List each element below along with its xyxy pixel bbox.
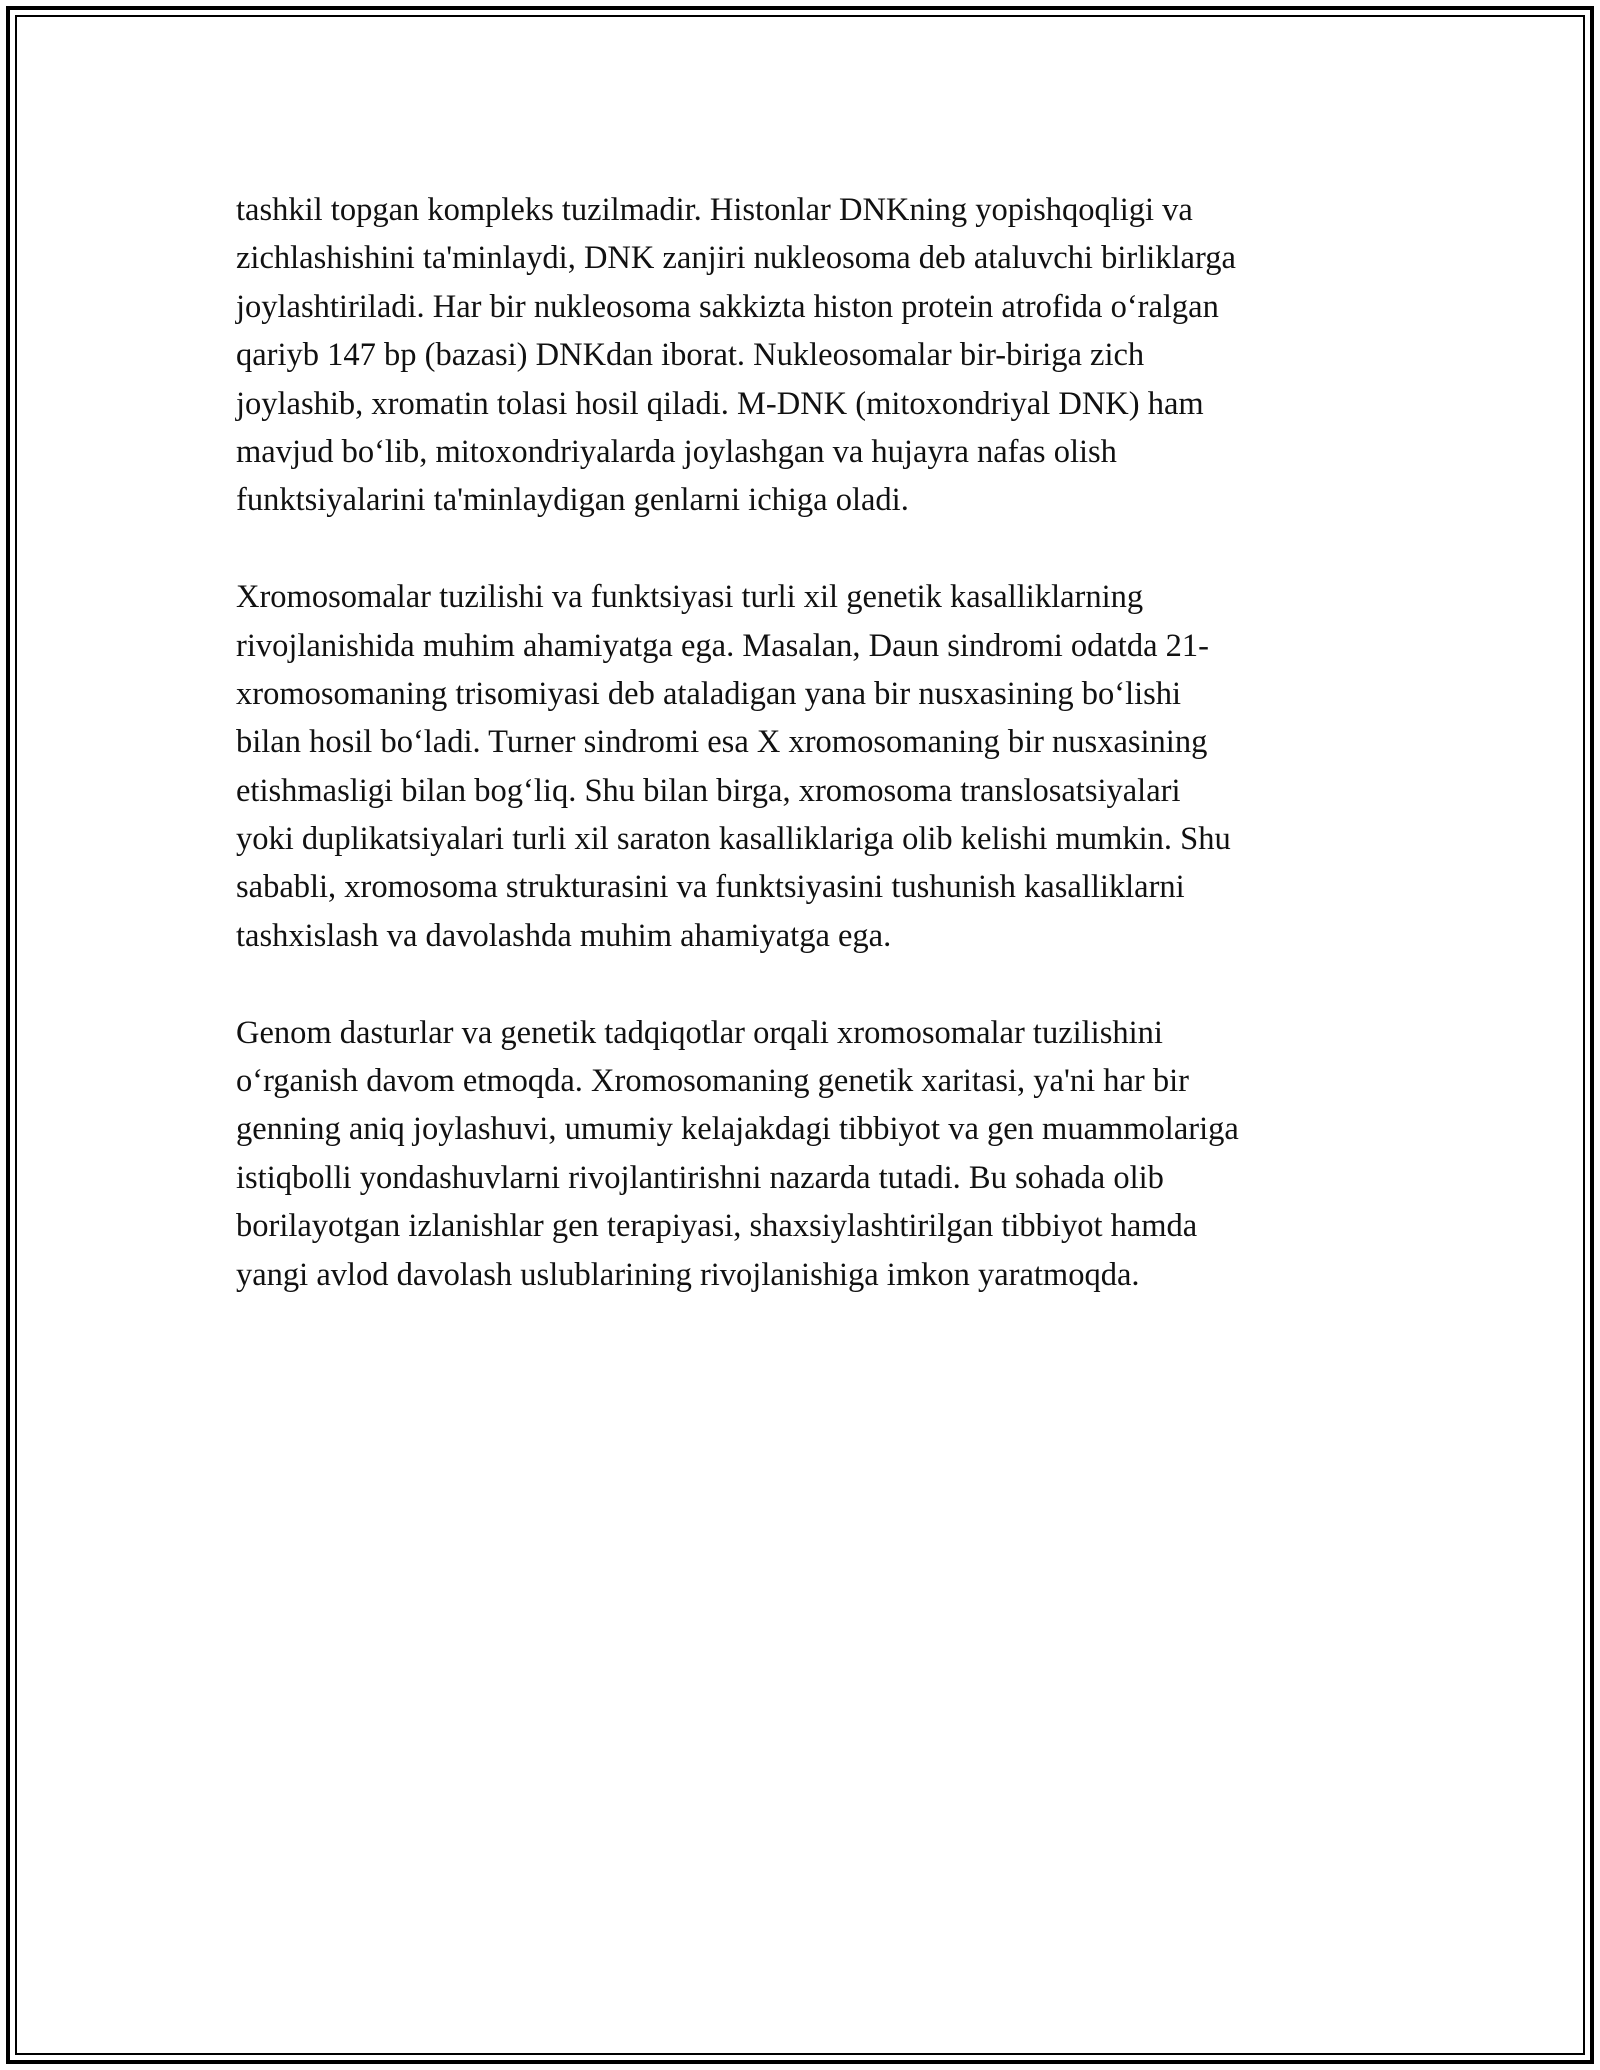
text-line: zichlashishini ta'minlaydi, DNK zanjiri nukleosoma deb ataluvchi birliklarga bbox=[236, 240, 1236, 277]
paragraph-3 bbox=[236, 1009, 1378, 1299]
text-line: Genom dasturlar va genetik tadqiqotlar orqali xromosomalar tuzilishini bbox=[236, 1014, 1163, 1051]
text-line: mavjud bo‘lib, mitoxondriyalarda joylashgan va hujayra nafas olish bbox=[236, 433, 1117, 470]
text-line: tashxislash va davolashda muhim ahamiyatga ega. bbox=[236, 917, 892, 954]
text-line: sababli, xromosoma strukturasini va funktsiyasini tushunish kasalliklarni bbox=[236, 869, 1185, 906]
text-line: xromosomaning trisomiyasi deb ataladigan yana bir nusxasining bo‘lishi bbox=[236, 675, 1182, 712]
text-line: genning aniq joylashuvi, umumiy kelajakdagi tibbiyot va gen muammolariga bbox=[236, 1111, 1239, 1148]
paragraph-2 bbox=[236, 573, 1378, 960]
paragraph-1 bbox=[236, 186, 1378, 525]
text-line: bilan hosil bo‘ladi. Turner sindromi esa X xromosomaning bir nusxasining bbox=[236, 724, 1208, 761]
text-line: rivojlanishida muhim ahamiyatga ega. Masalan, Daun sindromi odatda 21- bbox=[236, 627, 1209, 664]
text-line: yoki duplikatsiyalari turli xil saraton kasalliklariga olib kelishi mumkin. Shu bbox=[236, 821, 1231, 858]
text-line: istiqbolli yondashuvlarni rivojlantirishni nazarda tutadi. Bu sohada olib bbox=[236, 1159, 1164, 1196]
text-line: yangi avlod davolash uslublarining rivojlanishiga imkon yaratmoqda. bbox=[236, 1256, 1140, 1293]
document-body bbox=[236, 186, 1378, 1299]
text-line: etishmasligi bilan bog‘liq. Shu bilan birga, xromosoma translosatsiyalari bbox=[236, 772, 1181, 809]
text-line: joylashtiriladi. Har bir nukleosoma sakkizta histon protein atrofida o‘ralgan bbox=[236, 288, 1219, 325]
text-line: tashkil topgan kompleks tuzilmadir. Histonlar DNKning yopishqoqligi va bbox=[236, 192, 1193, 228]
text-line: qariyb 147 bp (bazasi) DNKdan iborat. Nukleosomalar bir-biriga zich bbox=[236, 337, 1145, 374]
text-line: funktsiyalarini ta'minlaydigan genlarni ichiga oladi. bbox=[236, 482, 909, 519]
text-line: Xromosomalar tuzilishi va funktsiyasi turli xil genetik kasalliklarning bbox=[236, 579, 1144, 616]
text-line: borilayotgan izlanishlar gen terapiyasi, shaxsiylashtirilgan tibbiyot hamda bbox=[236, 1208, 1198, 1245]
text-line: joylashib, xromatin tolasi hosil qiladi. M-DNK (mitoxondriyal DNK) ham bbox=[236, 385, 1204, 422]
text-line: o‘rganish davom etmoqda. Xromosomaning genetik xaritasi, ya'ni har bir bbox=[236, 1063, 1189, 1100]
